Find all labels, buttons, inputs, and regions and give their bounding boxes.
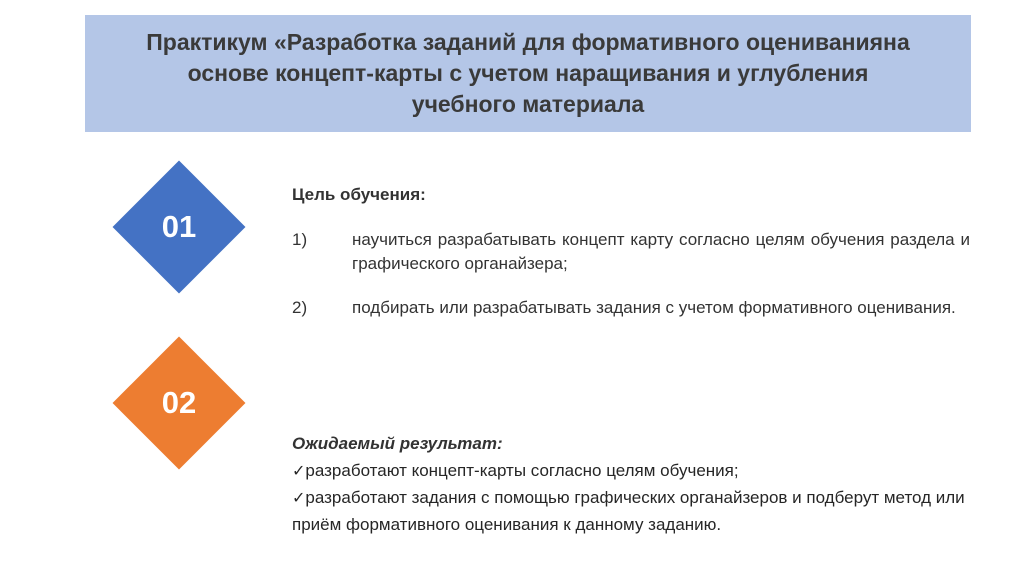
- checkmark-icon: ✓: [292, 488, 306, 507]
- goal-heading: Цель обучения:: [292, 185, 426, 204]
- title-line-1: Практикум «Разработка заданий для формативного оцениванияна: [146, 29, 910, 55]
- badge-label-02: 02: [161, 385, 197, 420]
- goal-item-text: подбирать или разрабатывать задания с учетом формативного оценивания.: [352, 298, 956, 317]
- title-line-2: основе концепт-карты с учетом наращивания и углубления: [187, 60, 869, 86]
- goal-item-number: 1): [292, 230, 308, 249]
- goal-item-text: научиться разрабатывать концепт карту согласно целям обучения раздела и графического органайзера;: [352, 230, 970, 273]
- result-list: [292, 457, 974, 538]
- badge-label-01: 01: [161, 209, 197, 244]
- title-line-3: учебного материала: [411, 91, 645, 117]
- goal-item-number: 2): [292, 298, 308, 317]
- result-heading: Ожидаемый результат:: [292, 434, 503, 453]
- result-item: [292, 484, 974, 538]
- checkmark-icon: ✓: [292, 461, 306, 480]
- result-item: [292, 457, 974, 484]
- title-banner: [85, 15, 971, 132]
- result-item-text: разработают концепт-карты согласно целям обучения;: [305, 461, 739, 480]
- result-item-text: разработают задания с помощью графических органайзеров и подберут метод или приём формативного оценивания к данному заданию.: [292, 488, 965, 534]
